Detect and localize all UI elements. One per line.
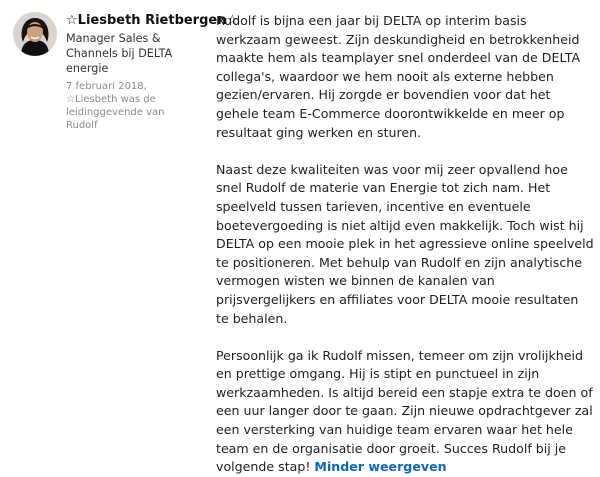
person-photo-icon <box>13 12 57 56</box>
show-less-link[interactable]: Minder weergeven <box>314 459 447 475</box>
recommendation-paragraph-text: Persoonlijk ga ik Rudolf missen, temeer om zijn vrolijkheid en prettige omgang. Hij is stipt en punctueel in zijn werkzaamheden. Is altijd bereid een stapje extra te doen of een uur langer door te gaan. Zijn nieuwe opdrachtgever zal een versterking van huidige team ervaren waar het hele team en de organisatie door groeit. Succes Rudolf bij je volgende stap! <box>216 347 593 475</box>
author-name[interactable]: ☆Liesbeth Rietbergen☆ <box>66 13 239 28</box>
recommendation-paragraph: Naast deze kwaliteiten was voor mij zeer opvallend hoe snel Rudolf de materie van Energie tot zich nam. Het speelveld tussen tarieven, incentive en eventuele boetevergoeding is niet altijd even makkelijk. Toch wist hij DELTA op een mooie plek in het agressieve online speelveld te positioneren. Met behulp van Rudolf en zijn analytische vermogen wisten we binnen de kanalen van prijsvergelijkers en affiliates voor DELTA mooie resultaten te behalen. <box>216 161 594 326</box>
recommendation-meta: 7 februari 2018, ☆Liesbeth was de leidinggevende van Rudolf <box>66 81 165 131</box>
recommendation-text <box>216 12 594 477</box>
author-title: Manager Sales & Channels bij DELTA energie <box>66 32 173 75</box>
avatar[interactable] <box>13 12 57 56</box>
recommendation-paragraph: Rudolf is bijna een jaar bij DELTA op interim basis werkzaam geweest. Zijn deskundigheid en betrokkenheid maakte hem als teamplayer snel onderdeel van de DELTA collega's, waardoor we hem nooit als externe hebben gezien/ervaren. Hij zorgde er bovendien voor dat het gehele team E-Commerce doorontwikkelde en meer op resultaat ging werken en sturen. <box>216 13 581 140</box>
recommendation-paragraph-last <box>216 347 594 477</box>
author-info <box>66 12 239 132</box>
